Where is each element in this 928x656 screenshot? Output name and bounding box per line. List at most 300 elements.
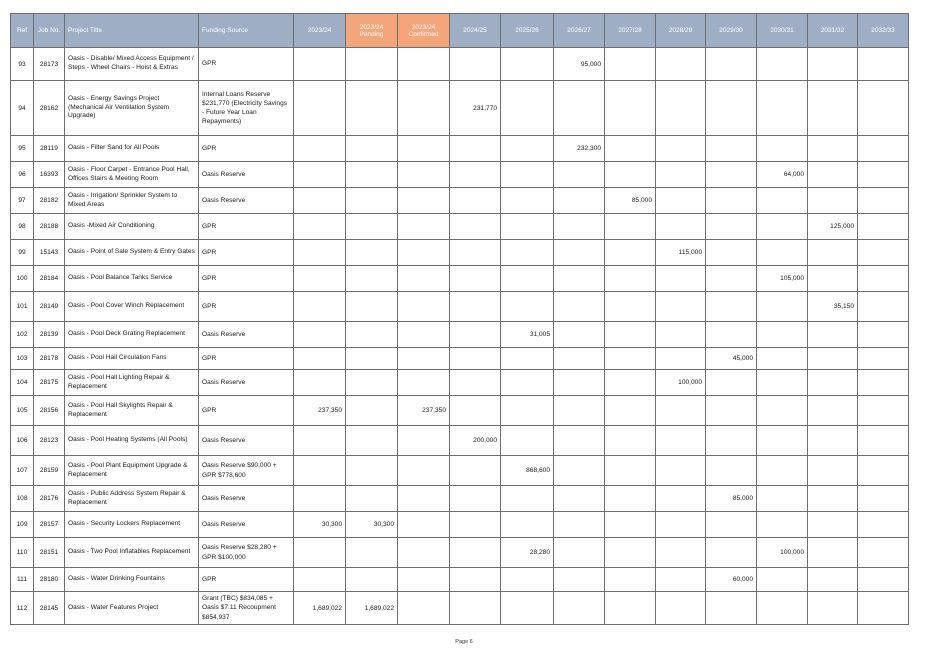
- amount-cell: [501, 592, 554, 625]
- amount-cell: [605, 348, 656, 370]
- amount-cell: [346, 266, 398, 292]
- project-title-cell: Oasis - Water Drinking Fountains: [65, 568, 199, 592]
- funding-source-cell: GPR: [199, 214, 294, 240]
- funding-source-cell: Oasis Reserve: [199, 426, 294, 456]
- table-row: [11, 348, 909, 370]
- amount-cell: [554, 456, 605, 486]
- amount-cell: [808, 162, 858, 188]
- ref-cell: 108: [11, 486, 34, 512]
- amount-cell: [294, 568, 346, 592]
- amount-cell: [605, 322, 656, 348]
- funding-source-cell: Internal Loans Reserve $231,770 (Electricity Savings - Future Year Loan Repayments): [199, 81, 294, 136]
- amount-cell: [450, 136, 501, 162]
- amount-cell: [501, 188, 554, 214]
- ref-cell: 110: [11, 538, 34, 568]
- table-row: [11, 214, 909, 240]
- amount-cell: [757, 48, 808, 81]
- ref-cell: 96: [11, 162, 34, 188]
- amount-cell: 30,300: [346, 512, 398, 538]
- column-header: Ref: [11, 14, 34, 48]
- amount-cell: 85,000: [605, 188, 656, 214]
- amount-cell: [757, 426, 808, 456]
- amount-cell: 100,000: [757, 538, 808, 568]
- amount-cell: [706, 512, 757, 538]
- table-row: [11, 266, 909, 292]
- amount-cell: [346, 292, 398, 322]
- amount-cell: [398, 292, 450, 322]
- amount-cell: [605, 240, 656, 266]
- ref-cell: 106: [11, 426, 34, 456]
- amount-cell: 45,000: [706, 348, 757, 370]
- amount-cell: [858, 162, 909, 188]
- table-body: [11, 48, 909, 625]
- project-title-cell: Oasis - Disable/ Mixed Access Equipment / Steps - Wheel Chairs - Hoist & Extras: [65, 48, 199, 81]
- amount-cell: [501, 348, 554, 370]
- table-row: [11, 568, 909, 592]
- amount-cell: [605, 81, 656, 136]
- amount-cell: [398, 348, 450, 370]
- amount-cell: [554, 512, 605, 538]
- funding-source-cell: Oasis Reserve: [199, 322, 294, 348]
- amount-cell: [554, 538, 605, 568]
- amount-cell: [346, 188, 398, 214]
- column-header: 2023/24 Pending: [346, 14, 398, 48]
- job-number-cell: 28156: [34, 396, 65, 426]
- amount-cell: [808, 188, 858, 214]
- job-number-cell: 28176: [34, 486, 65, 512]
- amount-cell: [450, 188, 501, 214]
- amount-cell: [656, 348, 706, 370]
- amount-cell: [398, 266, 450, 292]
- amount-cell: [346, 370, 398, 396]
- column-header: 2027/28: [605, 14, 656, 48]
- amount-cell: [398, 538, 450, 568]
- column-header: 2023/24: [294, 14, 346, 48]
- amount-cell: [656, 486, 706, 512]
- amount-cell: 28,280: [501, 538, 554, 568]
- column-header: 2031/32: [808, 14, 858, 48]
- amount-cell: [346, 162, 398, 188]
- amount-cell: [656, 266, 706, 292]
- amount-cell: [294, 266, 346, 292]
- table-row: [11, 486, 909, 512]
- amount-cell: [757, 568, 808, 592]
- amount-cell: [450, 348, 501, 370]
- amount-cell: [501, 48, 554, 81]
- amount-cell: 1,689,022: [346, 592, 398, 625]
- amount-cell: [294, 348, 346, 370]
- column-header: Project Title: [65, 14, 199, 48]
- amount-cell: [605, 456, 656, 486]
- amount-cell: [398, 486, 450, 512]
- amount-cell: 200,000: [450, 426, 501, 456]
- amount-cell: [554, 188, 605, 214]
- amount-cell: [450, 538, 501, 568]
- funding-source-cell: Oasis Reserve: [199, 162, 294, 188]
- amount-cell: 868,600: [501, 456, 554, 486]
- amount-cell: [858, 292, 909, 322]
- amount-cell: [605, 396, 656, 426]
- table-row: [11, 592, 909, 625]
- amount-cell: [294, 162, 346, 188]
- column-header: 2023/24 Confirmed: [398, 14, 450, 48]
- amount-cell: [656, 162, 706, 188]
- amount-cell: [656, 81, 706, 136]
- amount-cell: [294, 214, 346, 240]
- amount-cell: [554, 396, 605, 426]
- amount-cell: [554, 592, 605, 625]
- funding-source-cell: GPR: [199, 292, 294, 322]
- amount-cell: [757, 370, 808, 396]
- amount-cell: [605, 266, 656, 292]
- funding-source-cell: GPR: [199, 240, 294, 266]
- amount-cell: [294, 370, 346, 396]
- amount-cell: [706, 592, 757, 625]
- table-row: [11, 292, 909, 322]
- table-row: [11, 456, 909, 486]
- amount-cell: [808, 240, 858, 266]
- amount-cell: [858, 188, 909, 214]
- amount-cell: [858, 370, 909, 396]
- amount-cell: 60,000: [706, 568, 757, 592]
- amount-cell: [605, 162, 656, 188]
- amount-cell: 64,000: [757, 162, 808, 188]
- amount-cell: [808, 396, 858, 426]
- amount-cell: [346, 486, 398, 512]
- project-title-cell: Oasis - Pool Hall Skylights Repair & Replacement: [65, 396, 199, 426]
- job-number-cell: 16393: [34, 162, 65, 188]
- amount-cell: [346, 48, 398, 81]
- amount-cell: [346, 348, 398, 370]
- job-number-cell: 28184: [34, 266, 65, 292]
- amount-cell: [656, 396, 706, 426]
- amount-cell: [398, 592, 450, 625]
- funding-source-cell: GPR: [199, 266, 294, 292]
- ref-cell: 97: [11, 188, 34, 214]
- project-title-cell: Oasis - Public Address System Repair & Replacement: [65, 486, 199, 512]
- amount-cell: [501, 214, 554, 240]
- amount-cell: [501, 162, 554, 188]
- amount-cell: [706, 240, 757, 266]
- amount-cell: [501, 81, 554, 136]
- amount-cell: [706, 162, 757, 188]
- amount-cell: [450, 486, 501, 512]
- amount-cell: [501, 292, 554, 322]
- amount-cell: [346, 538, 398, 568]
- job-number-cell: 28180: [34, 568, 65, 592]
- ref-cell: 107: [11, 456, 34, 486]
- amount-cell: [294, 136, 346, 162]
- amount-cell: [554, 348, 605, 370]
- amount-cell: [294, 81, 346, 136]
- amount-cell: [450, 512, 501, 538]
- project-title-cell: Oasis - Irrigation/ Sprinkler System to Mixed Areas: [65, 188, 199, 214]
- amount-cell: [858, 568, 909, 592]
- job-number-cell: 28182: [34, 188, 65, 214]
- amount-cell: [294, 292, 346, 322]
- amount-cell: [554, 240, 605, 266]
- table-row: [11, 538, 909, 568]
- ref-cell: 95: [11, 136, 34, 162]
- job-number-cell: 28123: [34, 426, 65, 456]
- header-row: [11, 14, 909, 48]
- amount-cell: [554, 81, 605, 136]
- amount-cell: [808, 456, 858, 486]
- amount-cell: [706, 456, 757, 486]
- funding-source-cell: Grant (TBC) $834,085 + Oasis $7.11 Recoupment $854,937: [199, 592, 294, 625]
- table-row: [11, 370, 909, 396]
- column-header: 2028/29: [656, 14, 706, 48]
- amount-cell: [398, 512, 450, 538]
- amount-cell: [346, 568, 398, 592]
- amount-cell: [398, 81, 450, 136]
- ref-cell: 112: [11, 592, 34, 625]
- funding-source-cell: Oasis Reserve: [199, 188, 294, 214]
- amount-cell: [706, 292, 757, 322]
- amount-cell: [858, 426, 909, 456]
- amount-cell: [757, 348, 808, 370]
- amount-cell: [605, 214, 656, 240]
- project-title-cell: Oasis - Pool Heating Systems (All Pools): [65, 426, 199, 456]
- amount-cell: 1,689,022: [294, 592, 346, 625]
- column-header: 2029/30: [706, 14, 757, 48]
- amount-cell: [706, 426, 757, 456]
- amount-cell: [294, 426, 346, 456]
- funding-source-cell: Oasis Reserve $90,000 + GPR $778,600: [199, 456, 294, 486]
- project-title-cell: Oasis - Pool Cover Winch Replacement: [65, 292, 199, 322]
- project-title-cell: Oasis - Two Pool Inflatables Replacement: [65, 538, 199, 568]
- amount-cell: [605, 48, 656, 81]
- project-title-cell: Oasis - Floor Carpet - Entrance Pool Hall, Offices Stairs & Meeting Room: [65, 162, 199, 188]
- amount-cell: [450, 370, 501, 396]
- amount-cell: [757, 136, 808, 162]
- amount-cell: [808, 538, 858, 568]
- amount-cell: [706, 396, 757, 426]
- amount-cell: [706, 322, 757, 348]
- amount-cell: [398, 568, 450, 592]
- funding-source-cell: Oasis Reserve: [199, 512, 294, 538]
- table-row: [11, 188, 909, 214]
- table-row: [11, 240, 909, 266]
- amount-cell: [294, 322, 346, 348]
- amount-cell: [757, 396, 808, 426]
- amount-cell: [858, 266, 909, 292]
- amount-cell: [656, 538, 706, 568]
- amount-cell: [501, 486, 554, 512]
- amount-cell: [858, 396, 909, 426]
- ref-cell: 111: [11, 568, 34, 592]
- amount-cell: [605, 370, 656, 396]
- amount-cell: [656, 426, 706, 456]
- funding-source-cell: GPR: [199, 568, 294, 592]
- project-title-cell: Oasis -Mixed Air Conditioning: [65, 214, 199, 240]
- amount-cell: [858, 486, 909, 512]
- amount-cell: [346, 214, 398, 240]
- amount-cell: [501, 396, 554, 426]
- amount-cell: [808, 348, 858, 370]
- amount-cell: [501, 512, 554, 538]
- amount-cell: [294, 188, 346, 214]
- job-number-cell: 28149: [34, 292, 65, 322]
- amount-cell: [808, 81, 858, 136]
- job-number-cell: 28188: [34, 214, 65, 240]
- amount-cell: [656, 48, 706, 81]
- job-number-cell: 28173: [34, 48, 65, 81]
- amount-cell: [808, 266, 858, 292]
- column-header: 2032/33: [858, 14, 909, 48]
- job-number-cell: 15143: [34, 240, 65, 266]
- project-title-cell: Oasis - Energy Savings Project (Mechanical Air Ventilation System Upgrade): [65, 81, 199, 136]
- job-number-cell: 28175: [34, 370, 65, 396]
- funding-source-cell: GPR: [199, 396, 294, 426]
- amount-cell: [656, 512, 706, 538]
- amount-cell: [346, 396, 398, 426]
- amount-cell: [858, 240, 909, 266]
- amount-cell: [858, 512, 909, 538]
- amount-cell: [346, 322, 398, 348]
- ref-cell: 101: [11, 292, 34, 322]
- column-header: 2025/26: [501, 14, 554, 48]
- amount-cell: [808, 486, 858, 512]
- column-header: 2030/31: [757, 14, 808, 48]
- amount-cell: [808, 322, 858, 348]
- amount-cell: [450, 48, 501, 81]
- amount-cell: 95,000: [554, 48, 605, 81]
- amount-cell: [605, 486, 656, 512]
- funding-source-cell: GPR: [199, 348, 294, 370]
- amount-cell: [858, 592, 909, 625]
- project-title-cell: Oasis - Filter Sand for All Pools: [65, 136, 199, 162]
- amount-cell: [757, 188, 808, 214]
- amount-cell: [398, 322, 450, 348]
- amount-cell: [808, 48, 858, 81]
- job-number-cell: 28145: [34, 592, 65, 625]
- ref-cell: 105: [11, 396, 34, 426]
- amount-cell: [858, 538, 909, 568]
- amount-cell: [757, 214, 808, 240]
- amount-cell: [346, 81, 398, 136]
- ref-cell: 98: [11, 214, 34, 240]
- amount-cell: [294, 240, 346, 266]
- amount-cell: [346, 136, 398, 162]
- amount-cell: [398, 426, 450, 456]
- project-title-cell: Oasis - Pool Balance Tanks Service: [65, 266, 199, 292]
- capital-works-table: [10, 13, 909, 625]
- amount-cell: [554, 568, 605, 592]
- column-header: Job No.: [34, 14, 65, 48]
- amount-cell: [450, 456, 501, 486]
- ref-cell: 109: [11, 512, 34, 538]
- amount-cell: [858, 214, 909, 240]
- amount-cell: [656, 292, 706, 322]
- amount-cell: [501, 240, 554, 266]
- amount-cell: [501, 266, 554, 292]
- amount-cell: 232,300: [554, 136, 605, 162]
- amount-cell: 237,350: [294, 396, 346, 426]
- ref-cell: 99: [11, 240, 34, 266]
- job-number-cell: 28178: [34, 348, 65, 370]
- amount-cell: [656, 592, 706, 625]
- amount-cell: 35,150: [808, 292, 858, 322]
- amount-cell: [656, 322, 706, 348]
- amount-cell: 105,000: [757, 266, 808, 292]
- table-row: [11, 426, 909, 456]
- amount-cell: 100,000: [656, 370, 706, 396]
- amount-cell: [757, 322, 808, 348]
- amount-cell: [450, 214, 501, 240]
- amount-cell: [858, 136, 909, 162]
- amount-cell: [656, 136, 706, 162]
- amount-cell: [808, 426, 858, 456]
- amount-cell: [808, 592, 858, 625]
- column-header: 2024/25: [450, 14, 501, 48]
- amount-cell: [706, 538, 757, 568]
- project-title-cell: Oasis - Pool Deck Grating Replacement: [65, 322, 199, 348]
- amount-cell: [450, 396, 501, 426]
- job-number-cell: 28157: [34, 512, 65, 538]
- project-title-cell: Oasis - Point of Sale System & Entry Gates: [65, 240, 199, 266]
- amount-cell: [294, 456, 346, 486]
- job-number-cell: 28159: [34, 456, 65, 486]
- amount-cell: [757, 592, 808, 625]
- amount-cell: [757, 240, 808, 266]
- amount-cell: 115,000: [656, 240, 706, 266]
- amount-cell: 125,000: [808, 214, 858, 240]
- amount-cell: [858, 348, 909, 370]
- amount-cell: [605, 136, 656, 162]
- amount-cell: 85,000: [706, 486, 757, 512]
- amount-cell: [656, 214, 706, 240]
- amount-cell: [398, 214, 450, 240]
- amount-cell: [858, 81, 909, 136]
- amount-cell: [398, 188, 450, 214]
- amount-cell: 231,770: [450, 81, 501, 136]
- amount-cell: [808, 136, 858, 162]
- amount-cell: [554, 426, 605, 456]
- amount-cell: [501, 426, 554, 456]
- amount-cell: [346, 426, 398, 456]
- amount-cell: [605, 512, 656, 538]
- amount-cell: [294, 486, 346, 512]
- amount-cell: [450, 568, 501, 592]
- amount-cell: [450, 592, 501, 625]
- amount-cell: [706, 370, 757, 396]
- ref-cell: 94: [11, 81, 34, 136]
- amount-cell: [554, 266, 605, 292]
- amount-cell: [757, 512, 808, 538]
- amount-cell: [554, 322, 605, 348]
- amount-cell: [706, 188, 757, 214]
- table-row: [11, 136, 909, 162]
- ref-cell: 103: [11, 348, 34, 370]
- amount-cell: [554, 486, 605, 512]
- amount-cell: [398, 240, 450, 266]
- funding-source-cell: Oasis Reserve $28,280 + GPR $100,000: [199, 538, 294, 568]
- column-header: 2026/27: [554, 14, 605, 48]
- amount-cell: [605, 292, 656, 322]
- project-title-cell: Oasis - Water Features Project: [65, 592, 199, 625]
- amount-cell: [501, 370, 554, 396]
- amount-cell: 237,350: [398, 396, 450, 426]
- funding-source-cell: Oasis Reserve: [199, 370, 294, 396]
- table-row: [11, 81, 909, 136]
- amount-cell: [450, 322, 501, 348]
- job-number-cell: 28151: [34, 538, 65, 568]
- table-row: [11, 322, 909, 348]
- ref-cell: 104: [11, 370, 34, 396]
- amount-cell: [808, 370, 858, 396]
- project-title-cell: Oasis - Pool Plant Equipment Upgrade & Replacement: [65, 456, 199, 486]
